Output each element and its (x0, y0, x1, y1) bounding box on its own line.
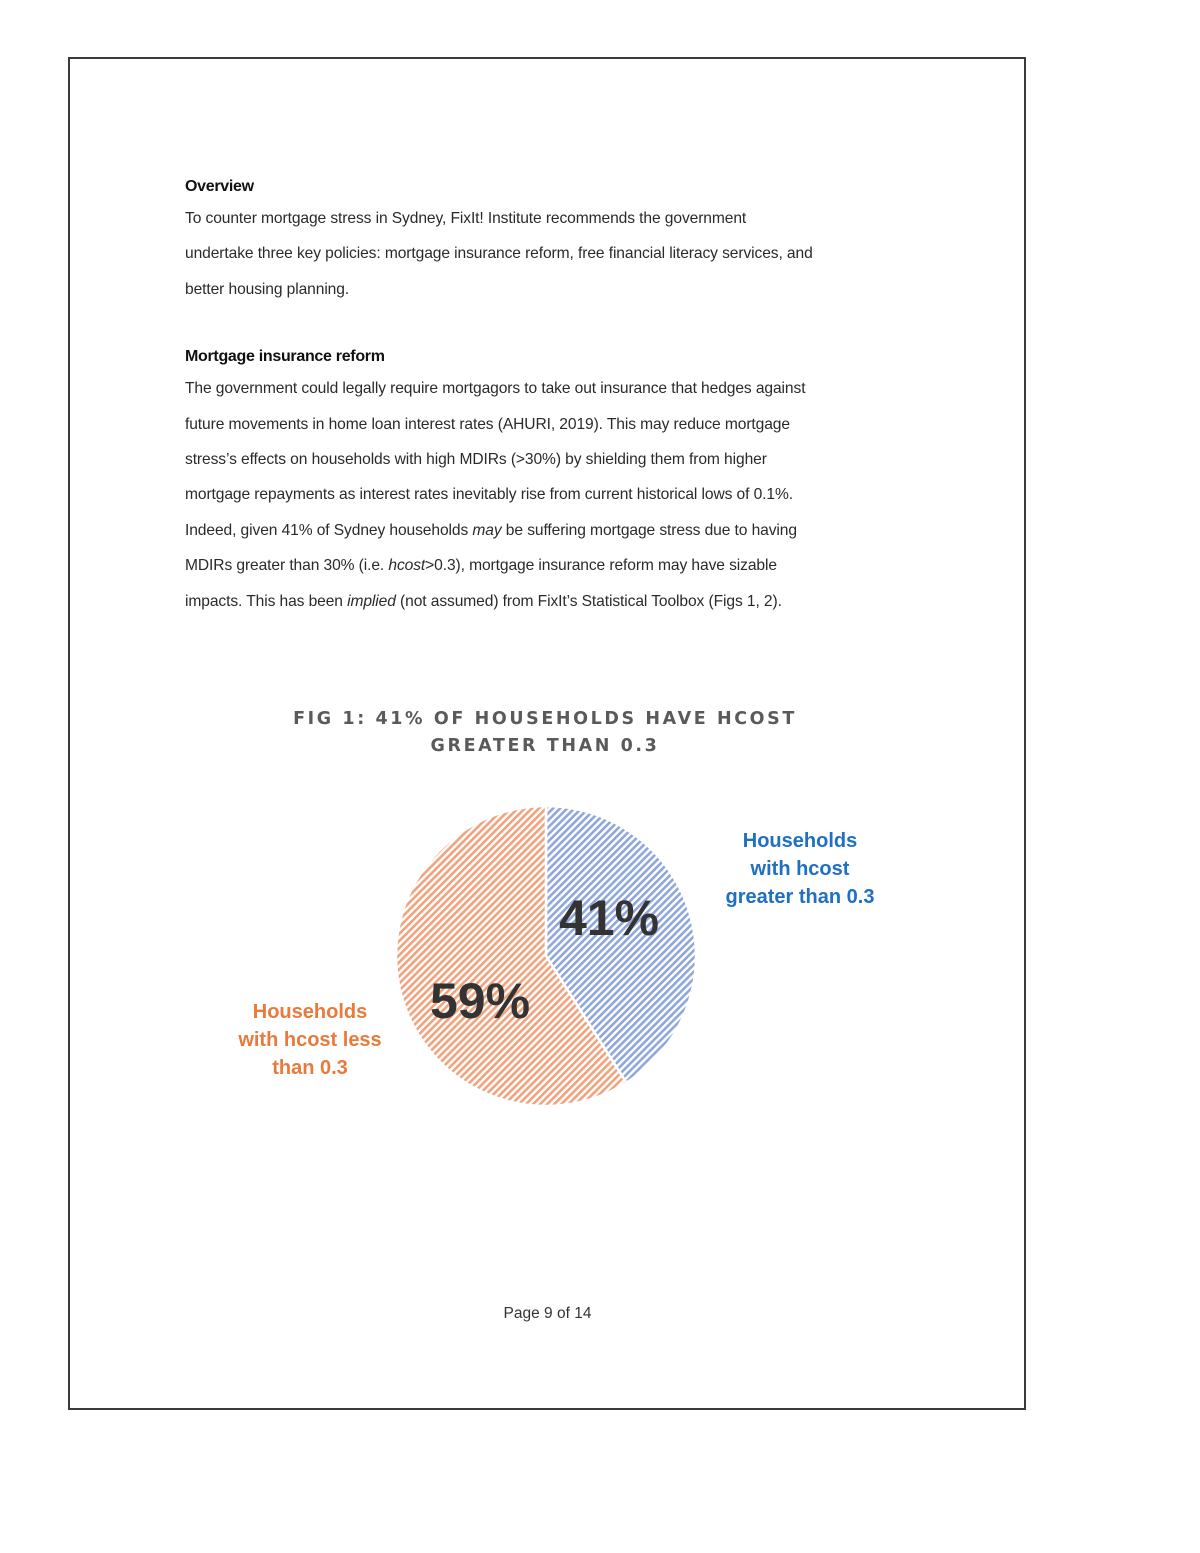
slice-category-label (710, 827, 890, 911)
emphasis-text: implied (347, 592, 396, 610)
slice-label-line: Households (252, 1001, 368, 1023)
mortgage-line: future movements in home loan interest rates (AHURI, 2019). This may reduce mortgage (185, 415, 790, 433)
page-number: Page 9 of 14 (503, 1305, 592, 1322)
slice-value-label: 59% (429, 973, 531, 1029)
mortgage-line: The government could legally require mortgagors to take out insurance that hedges against (185, 380, 806, 398)
chart-title-line: FIG 1: 41% OF HOUSEHOLDS HAVE HCOST (293, 709, 797, 729)
slice-label-line: with hcost less (238, 1029, 382, 1051)
slice-label-line: with hcost (750, 858, 850, 880)
overview-line: To counter mortgage stress in Sydney, FixIt! Institute recommends the government (185, 210, 747, 227)
mortgage-line (185, 513, 915, 548)
line-text: be suffering mortgage stress due to having (501, 521, 797, 539)
overview-line: better housing planning. (185, 280, 350, 298)
slice-value-label: 41% (558, 890, 660, 946)
mortgage-line (185, 584, 915, 619)
slice-category-label (220, 998, 400, 1082)
overview-heading: Overview (185, 178, 254, 195)
pie-chart (200, 700, 920, 1140)
slice-label-line: than 0.3 (272, 1057, 348, 1079)
line-text: (not assumed) from FixIt’s Statistical Toolbox (Figs 1, 2). (395, 592, 782, 610)
emphasis-text: may (472, 521, 502, 539)
document-body (185, 172, 915, 619)
line-text: MDIRs greater than 30% (i.e. (185, 557, 389, 575)
line-text: Indeed, given 41% of Sydney households (185, 521, 473, 539)
emphasis-text: hcost (388, 557, 426, 575)
mortgage-line: mortgage repayments as interest rates inevitably rise from current historical lows of 0.1%. (185, 486, 793, 504)
mortgage-line (185, 548, 915, 583)
slice-label-line: Households (742, 830, 858, 852)
line-text: >0.3), mortgage insurance reform may have sizable (425, 557, 777, 575)
chart-title-line: GREATER THAN 0.3 (430, 736, 660, 756)
line-text: impacts. This has been (185, 592, 348, 610)
chart-title (200, 706, 890, 760)
overview-line: undertake three key policies: mortgage insurance reform, free financial literacy services, and (185, 245, 813, 263)
mortgage-heading: Mortgage insurance reform (185, 348, 385, 366)
mortgage-line: stress’s effects on households with high MDIRs (>30%) by shielding them from higher (185, 451, 767, 469)
slice-label-line: greater than 0.3 (725, 886, 875, 908)
